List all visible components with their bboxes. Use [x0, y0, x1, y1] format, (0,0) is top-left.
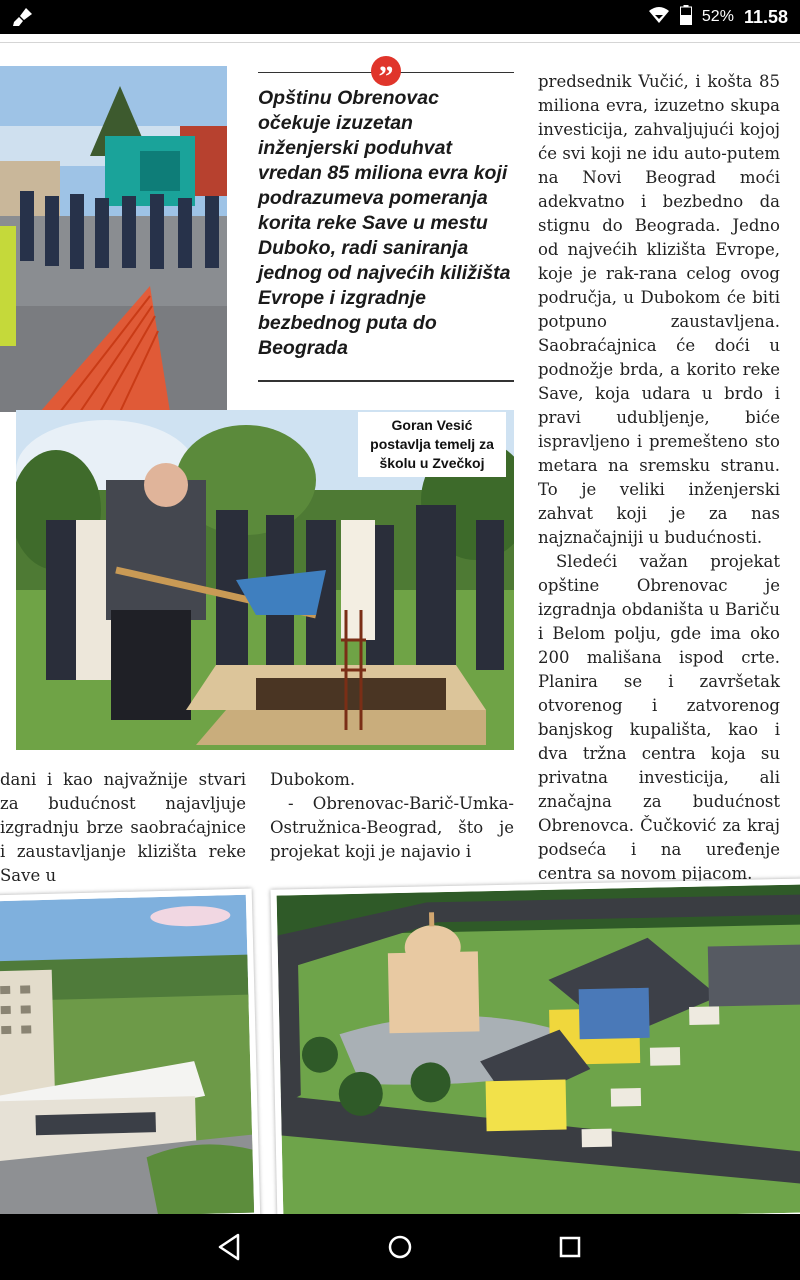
navigation-bar [0, 1214, 800, 1280]
status-bar [0, 0, 800, 34]
paragraph: - Obrenovac-Barič-Umka-Ostružnica-Beograd, što je projekat koji je najavio i [270, 794, 514, 861]
back-triangle-icon[interactable] [214, 1231, 246, 1263]
foundation-ceremony-photo [16, 410, 514, 750]
paragraph [538, 550, 780, 886]
recents-square-icon[interactable] [554, 1231, 586, 1263]
battery-icon [680, 5, 692, 30]
paragraph: dani i kao najvažnije stvari za budućnost najavljuje izgradnju brze saobraćajnice i zaustavljanje klizišta reke Save u [0, 770, 246, 885]
church-school-render [270, 878, 800, 1214]
paragraph: Dubokom. [270, 770, 356, 789]
clock: 11.58 [743, 6, 788, 27]
home-circle-icon[interactable] [384, 1231, 416, 1263]
newspaper-page [0, 34, 800, 1214]
broom-icon [12, 6, 36, 33]
battery-percent: 52% [701, 8, 734, 25]
paragraph: predsednik Vučić, i košta 85 miliona evra, izuzetno skupa investicija, zahvaljujući kojoj će svi koji ne idu auto-putem na Novi Beograd moći adekvatno i bezbedno da stignu do Beograda. Jedno od najvećih klizišta Evrope, koje je rak-rana celog ovog područja, u Dubokom će biti potpuno zaustavljena. Saobraćajnica će doći u podnožje brda, a korito reke Save, koja udara u brdo i pravi udubljenje, biće ispravljeno i premešteno sto metara na sremsku stranu. To je veliki inženjerski zahvat koji je za nas najznačajniji u budućnosti. [538, 72, 780, 547]
photo-caption [358, 412, 506, 477]
excavator-crowd-photo [0, 66, 227, 412]
pull-quote-bottom-rule [258, 380, 514, 382]
quote-icon: ” [371, 56, 401, 86]
spa-building-render [0, 889, 260, 1214]
paragraph-text: Sledeći važan projekat opštine Obrenovac je izgradnja obdaništa u Bariču i Belom polju, gde ima oko 200 mališana ispod crte. Planira se i završetak otvorenog i zatvorenog banjskog kupališta, kao i dva tržna centra koja su privatna investicija, ali značajna za budućnost Obrenovca. Čučković za kraj podseća i na uređenje centra sa novom pijacom. [538, 552, 780, 883]
article-column-middle [270, 768, 514, 864]
article-column-left [0, 768, 246, 888]
pull-quote-text: Opštinu Obrenovac očekuje izuzetan inženjerski poduhvat vredan 85 miliona evra koji podrazumeva pomeranja korita reke Save u mestu Duboko, radi saniranja jednog od najvećih kiližišta Evrope i izgradnje bezbednog puta do Beograda [258, 87, 511, 359]
article-column-right [538, 70, 780, 912]
top-divider [0, 42, 800, 43]
photo-caption-text: Goran Vesić postavlja temelj za školu u Zvečkoj [370, 417, 494, 471]
wifi-icon [648, 6, 670, 29]
